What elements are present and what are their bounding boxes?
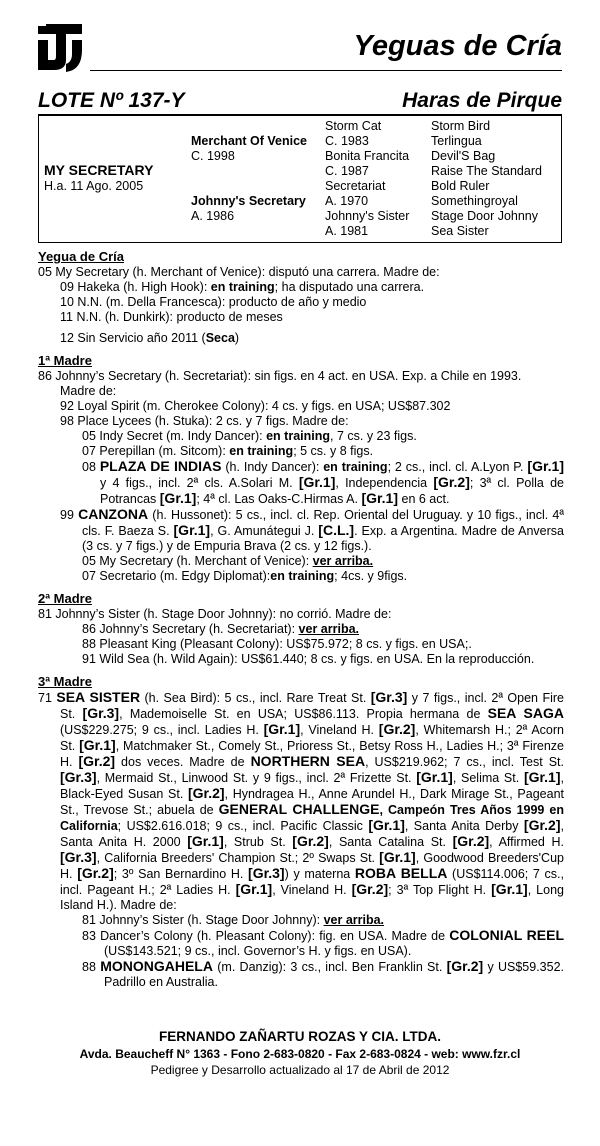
gen3-2: Terlingua xyxy=(431,134,482,148)
produce-line: 99 CANZONA (h. Hussonet): 5 cs., incl. cl. Rep. Oriental del Uruguay. y 10 figs., incl. 4ª cls. F. Baeza S. [Gr.1], G. Amunátegui J. [C.L.]. Exp. a Argentina. Madre de Anversa (3 cs. y 7 figs.) y de Empuria Brava (2 cs. y 12 figs.). xyxy=(60,506,564,553)
produce-line: 07 Perepillan (m. Sitcom): en training; 5 cs. y 8 figs. xyxy=(82,444,374,458)
title-divider xyxy=(90,70,562,71)
produce-line: 83 Dancer’s Colony (h. Pleasant Colony): fig. en USA. Madre de COLONIAL REEL (US$143.521; 9 cs., incl. Governor’s H. y figs. en USA). xyxy=(82,927,565,958)
dam-sire: Secretariat xyxy=(325,179,386,193)
dam-line: 81 Johnny’s Sister (h. Stage Door Johnny): no corrió. Madre de: xyxy=(38,607,392,621)
sire-name: Merchant Of Venice xyxy=(191,134,308,148)
gen3-3: Devil'S Bag xyxy=(431,149,496,163)
gen3-4: Raise The Standard xyxy=(431,164,542,178)
mare-line: 05 My Secretary (h. Merchant of Venice): disputó una carrera. Madre de: xyxy=(38,265,440,279)
gen3-6: Somethingroyal xyxy=(431,194,518,208)
sire-sire-year: C. 1983 xyxy=(325,134,369,148)
gen3-5: Bold Ruler xyxy=(431,179,490,193)
produce-line: 07 Secretario (m. Edgy Diplomat):en training; 4cs. y 9figs. xyxy=(82,569,408,583)
produce-line: 08 PLAZA DE INDIAS (h. Indy Dancer): en training; 2 cs., incl. cl. A.Lyon P. [Gr.1] y 4 figs., incl. 2ª cls. A.Solari M. [Gr.1], Independencia [Gr.2]; 3ª cl. Polla de Potrancas [Gr.1]; 4ª cl. Las Oaks-C.Hirmas A. [Gr.1] en 6 act. xyxy=(82,458,564,506)
produce-line: 88 Pleasant King (Pleasant Colony): US$75.972; 8 cs. y figs. en USA;. xyxy=(82,637,472,651)
produce-line: 12 Sin Servicio año 2011 (Seca) xyxy=(60,331,240,345)
stud-name: Haras de Pirque xyxy=(402,89,562,112)
dam-dam-year: A. 1981 xyxy=(325,224,369,238)
dam-paragraph: 71 SEA SISTER (h. Sea Bird): 5 cs., incl. Rare Treat St. [Gr.3] y 7 figs., incl. 2ª Open Fire St. [Gr.3], Mademoiselle St. en USA; US$86.113. Propia hermana de SEA SAGA (US$229.275; 9 cs., incl. Ladies H. [Gr.1], Vineland H. [Gr.2], Whitemarsh H.; 2ª Acorn St. [Gr.1], Matchmaker St., Comely St., Prioress St., Betsy Ross H., Ladies H.; 3ª Firenze H. [Gr.2] dos veces. Madre de NORTHERN SEA, US$219.962; 7 cs., incl. Test St. [Gr.3], Mermaid St., Linwood St. y 9 figs., incl. 2ª Frizette St. [Gr.1], Selima St. [Gr.1], Black-Eyed Susan St. [Gr.2], Hyndragea H., Anne Arundel H., Dark Mirage St., Pageant St., Trevose St.; abuela de GENERAL CHALLENGE, Campeón Tres Años 1999 en California; US$2.616.018; 9 cs., incl. Pacific Classic [Gr.1], Santa Anita Derby [Gr.2], Santa Anita H. 2000 [Gr.1], Strub St. [Gr.2], Santa Catalina St. [Gr.2], Affirmed H. [Gr.3], California Breeders' Champion St.; 2º Swaps St. [Gr.1], Goodwood Breeders'Cup H. [Gr.2]; 3º San Bernardino H. [Gr.3]) y materna ROBA BELLA (US$114.006; 7 cs., incl. Pageant H.; 2ª Ladies H. [Gr.1], Vineland H. [Gr.2]; 3ª Top Flight H. [Gr.1], Long Island H.). Madre de: xyxy=(38,689,565,912)
gen3-7: Stage Door Johnny xyxy=(431,209,539,223)
dam-year: A. 1986 xyxy=(191,209,235,223)
footer-contact: Avda. Beaucheff N° 1363 - Fono 2-683-0820 - Fax 2-683-0824 - web: www.fzr.cl xyxy=(79,1047,521,1061)
produce-line: 88 MONONGAHELA (m. Danzig): 3 cs., incl. Ben Franklin St. [Gr.2] y US$59.352. Padrillo en Australia. xyxy=(82,958,564,989)
horse-info: H.a. 11 Ago. 2005 xyxy=(44,179,144,193)
gen3-1: Storm Bird xyxy=(431,119,491,133)
section-title-third-dam: 3ª Madre xyxy=(38,674,92,689)
sire-dam-year: C. 1987 xyxy=(325,164,369,178)
produce-line: 98 Place Lycees (h. Stuka): 2 cs. y 7 figs. Madre de: xyxy=(60,414,349,428)
dam-line-cont: Madre de: xyxy=(60,384,117,398)
footer-updated: Pedigree y Desarrollo actualizado al 17 de Abril de 2012 xyxy=(150,1063,450,1077)
fzr-logo-icon xyxy=(36,20,84,72)
produce-line: 05 Indy Secret (m. Indy Dancer): en training, 7 cs. y 23 figs. xyxy=(82,429,417,443)
page-title: Yeguas de Cría xyxy=(353,30,562,62)
produce-line: 81 Johnny’s Sister (h. Stage Door Johnny): ver arriba. xyxy=(82,913,385,927)
horse-name: MY SECRETARY xyxy=(44,162,154,178)
footer-company: FERNANDO ZAÑARTU ROZAS Y CIA. LTDA. xyxy=(159,1029,441,1044)
dam-line: 86 Johnny’s Secretary (h. Secretariat): sin figs. en 4 act. en USA. Exp. a Chile en 1993. xyxy=(38,369,522,383)
gen3-8: Sea Sister xyxy=(431,224,489,238)
pedigree-table xyxy=(38,115,562,243)
dam-sire-year: A. 1970 xyxy=(325,194,369,208)
lot-number: LOTE Nº 137-Y xyxy=(38,89,185,112)
section-title-mare: Yegua de Cría xyxy=(38,249,124,264)
catalogue-content xyxy=(38,249,564,990)
produce-line: 91 Wild Sea (h. Wild Again): US$61.440; 8 cs. y figs. en USA. En la reproducción. xyxy=(82,652,535,666)
produce-line: 86 Johnny’s Secretary (h. Secretariat): ver arriba. xyxy=(82,622,360,636)
section-title-second-dam: 2ª Madre xyxy=(38,591,92,606)
produce-line: 09 Hakeka (h. High Hook): en training; ha disputado una carrera. xyxy=(60,280,425,294)
sire-sire: Storm Cat xyxy=(325,119,382,133)
sire-year: C. 1998 xyxy=(191,149,235,163)
dam-dam: Johnny's Sister xyxy=(325,209,410,223)
produce-line: 11 N.N. (h. Dunkirk): producto de meses xyxy=(60,310,283,324)
produce-line: 05 My Secretary (h. Merchant of Venice): ver arriba. xyxy=(82,554,374,568)
produce-line: 10 N.N. (m. Della Francesca): producto de año y medio xyxy=(60,295,367,309)
dam-name: Johnny's Secretary xyxy=(191,194,306,208)
section-title-first-dam: 1ª Madre xyxy=(38,353,92,368)
produce-line: 92 Loyal Spirit (m. Cherokee Colony): 4 cs. y figs. en USA; US$87.302 xyxy=(60,399,451,413)
sire-dam: Bonita Francita xyxy=(325,149,410,163)
